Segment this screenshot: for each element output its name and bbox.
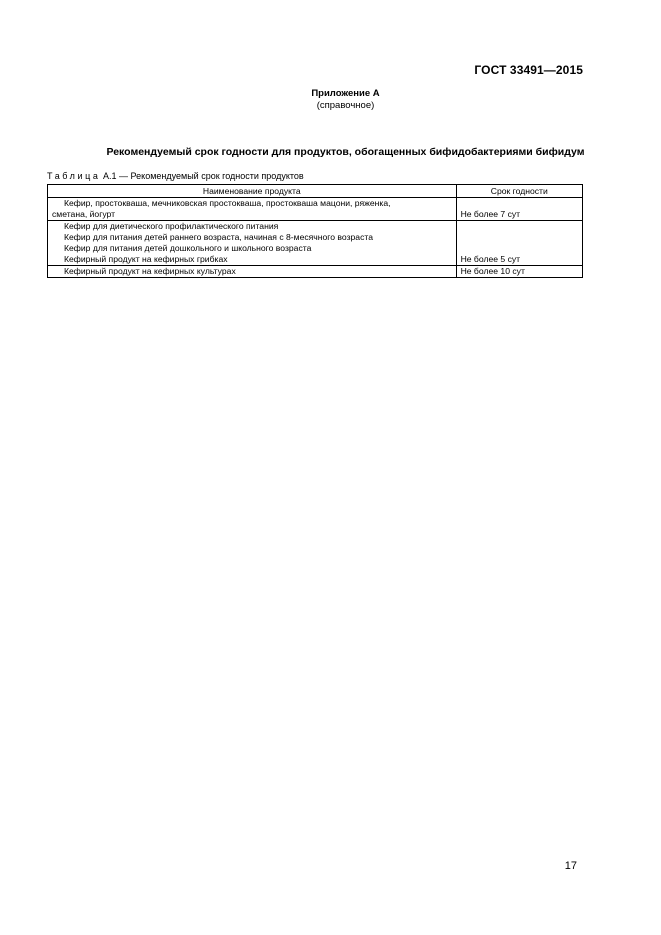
table-caption	[47, 171, 304, 181]
product-name-line: сметана, йогурт	[52, 209, 116, 219]
table-row	[48, 266, 583, 278]
product-name-line: Кефир для питания детей дошкольного и школьного возраста	[64, 243, 312, 253]
shelf-life-cell: Не более 7 сут	[456, 198, 582, 221]
page-number: 17	[564, 860, 577, 872]
appendix-note: (справочное)	[316, 100, 375, 111]
table-header-row	[48, 185, 583, 198]
appendix-header	[0, 88, 661, 112]
column-header-product-name: Наименование продукта	[48, 185, 457, 198]
product-name-line: Кефир, простокваша, мечниковская простокваша, простокваша мацони, ряженка,	[64, 198, 391, 208]
product-name-line: Кефир для диетического профилактического питания	[64, 221, 279, 231]
product-name-line: Кефирный продукт на кефирных культурах	[64, 266, 236, 276]
table-caption-text: Рекомендуемый срок годности продуктов	[130, 171, 304, 181]
table-caption-number: А.1 —	[103, 171, 129, 181]
shelf-life-table	[47, 184, 583, 278]
document-code: ГОСТ 33491—2015	[474, 63, 583, 77]
shelf-life-cell: Не более 10 сут	[456, 266, 582, 278]
product-name-cell	[48, 221, 457, 266]
shelf-life-cell: Не более 5 сут	[456, 221, 582, 266]
column-header-shelf-life: Срок годности	[456, 185, 582, 198]
product-name-cell	[48, 198, 457, 221]
appendix-title: Приложение А	[311, 88, 380, 99]
product-name-line: Кефирный продукт на кефирных грибках	[64, 254, 228, 264]
table-row	[48, 198, 583, 221]
product-name-cell	[48, 266, 457, 278]
table-caption-label: Таблица	[47, 171, 101, 181]
section-heading: Рекомендуемый срок годности для продуктов, обогащенных бифидобактериями бифидум	[106, 146, 585, 158]
table-row	[48, 221, 583, 266]
product-name-line: Кефир для питания детей раннего возраста, начиная с 8-месячного возраста	[64, 232, 373, 242]
